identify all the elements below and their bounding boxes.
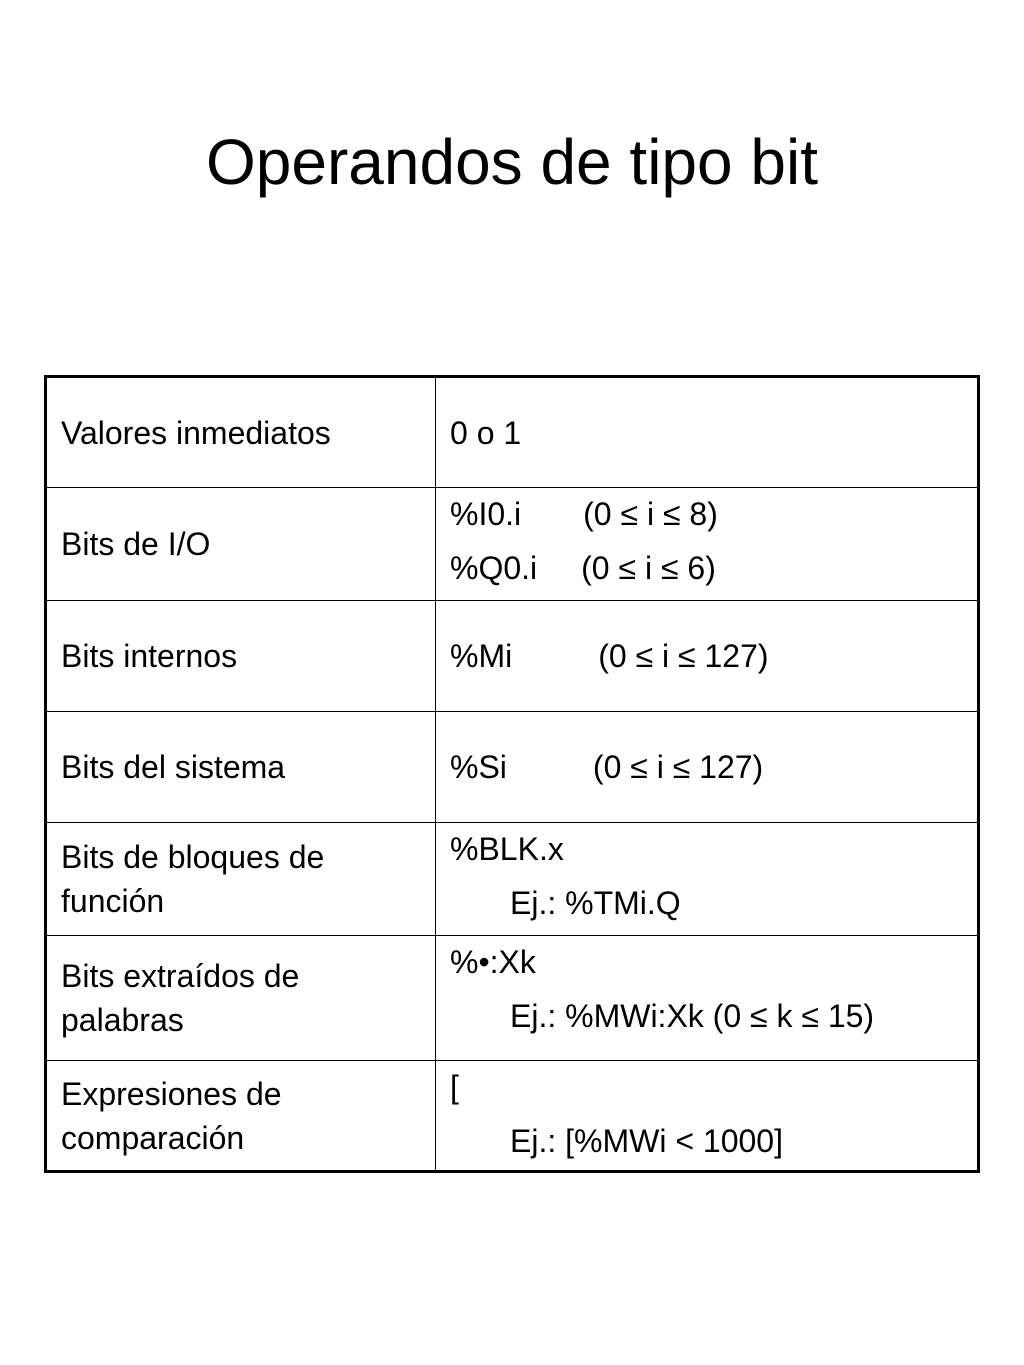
row-label: Expresiones de comparación	[46, 1061, 436, 1172]
row-value	[436, 1061, 979, 1172]
example-line: Ej.: %TMi.Q	[510, 885, 681, 921]
table-row	[46, 1061, 979, 1172]
value-line	[450, 492, 963, 536]
value-line	[450, 546, 963, 590]
operand: %Q0.i	[450, 550, 538, 586]
row-label: Bits internos	[46, 601, 436, 712]
row-value	[436, 712, 979, 823]
operand: %Si	[450, 749, 507, 785]
table-row	[46, 712, 979, 823]
range-condition: (0 ≤ i ≤ 127)	[592, 749, 764, 785]
row-value	[436, 936, 979, 1061]
table-row	[46, 823, 979, 936]
table-row	[46, 488, 979, 601]
row-value	[436, 823, 979, 936]
range-condition: (0 ≤ i ≤ 8)	[583, 496, 718, 532]
value-line	[450, 745, 963, 789]
value-line: 0 o 1	[450, 414, 522, 451]
row-label: Bits del sistema	[46, 712, 436, 823]
row-value	[436, 488, 979, 601]
example-line: Ej.: [%MWi < 1000]	[510, 1123, 783, 1159]
operand: %Mi	[450, 638, 513, 674]
row-label: Valores inmediatos	[46, 377, 436, 488]
value-line: [	[450, 1069, 459, 1105]
row-label: Bits de bloques de función	[46, 823, 436, 936]
range-condition: (0 ≤ i ≤ 6)	[581, 550, 716, 586]
table-row	[46, 601, 979, 712]
row-value	[436, 377, 979, 488]
table-row	[46, 377, 979, 488]
operand: %I0.i	[450, 496, 522, 532]
row-label: Bits de I/O	[46, 488, 436, 601]
page-title: Operandos de tipo bit	[206, 126, 818, 198]
value-line	[450, 634, 963, 678]
table-row	[46, 936, 979, 1061]
value-line: %•:Xk	[450, 944, 536, 980]
row-value	[436, 601, 979, 712]
range-condition: (0 ≤ i ≤ 127)	[598, 638, 769, 674]
row-label: Bits extraídos de palabras	[46, 936, 436, 1061]
value-line: %BLK.x	[450, 831, 564, 867]
example-line: Ej.: %MWi:Xk (0 ≤ k ≤ 15)	[510, 998, 875, 1034]
operand-table	[44, 375, 980, 1173]
